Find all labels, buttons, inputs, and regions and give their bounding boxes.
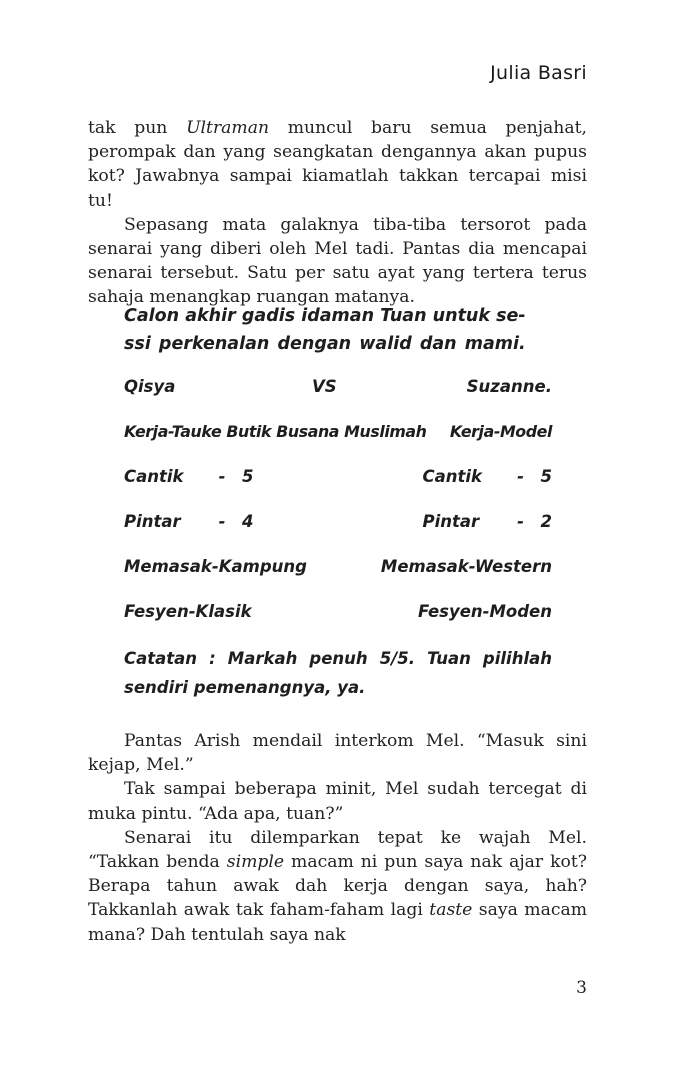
candidate-left-memasak: Memasak-Kampung <box>124 557 307 576</box>
note-row-fesyen <box>124 599 552 625</box>
note-row-cantik <box>124 464 552 490</box>
note-row-pintar <box>124 509 552 535</box>
paragraph-interkom: Pantas Arish mendail interkom Mel. “Masuk sini kejap, Mel.” <box>88 731 587 776</box>
candidate-left-name: Qisya <box>124 377 176 396</box>
body-text-top <box>88 116 587 310</box>
right-pintar-score: Pintar - 2 <box>422 512 552 531</box>
note-row-memasak <box>124 554 552 580</box>
candidate-right-memasak: Memasak-Western <box>380 557 552 576</box>
emphasis-simple: simple <box>226 852 285 873</box>
candidate-right-job: Kerja-Model <box>449 422 552 441</box>
left-pintar-score: Pintar - 4 <box>124 512 254 531</box>
emphasis-ultraman: Ultraman <box>186 118 270 138</box>
candidate-right-name: Suzanne. <box>466 377 552 396</box>
note-row-names <box>124 374 552 400</box>
candidate-right-fesyen: Fesyen-Moden <box>417 602 552 621</box>
body-text-bottom <box>88 729 587 947</box>
candidate-left-fesyen: Fesyen-Klasik <box>124 602 252 621</box>
paragraph-senarai: Sepasang mata galaknya tiba-tiba tersorot pada senarai yang diberi oleh Mel tadi. Pantas dia mencapai senarai tersebut. Satu per satu ayat yang tertera terus sahaja menangkap ruangan matanya. <box>88 214 587 308</box>
left-cantik-score: Cantik - 5 <box>124 467 254 486</box>
emphasis-taste: taste <box>429 900 473 921</box>
versus-label: VS <box>312 377 337 396</box>
candidate-left-job: Kerja-Tauke Butik Busana Muslimah <box>124 422 427 441</box>
note-row-job <box>124 419 552 445</box>
right-cantik-score: Cantik - 5 <box>422 467 552 486</box>
running-header-author: Julia Basri <box>490 62 587 84</box>
paragraph-senarai-dilempar: Senarai itu dilemparkan tepat ke wajah Mel. “Takkan benda simple macam ni pun saya nak ajar kot? Berapa tahun awak dah kerja dengan saya, hah? Takkanlah awak tak faham-faham lagi taste saya macam mana? Dah tentulah saya nak <box>88 827 588 945</box>
note-title: Calon akhir gadis idaman Tuan untuk se- ssi perkenalan dengan walid dan mami. <box>124 306 526 354</box>
note-footer-catatan: Catatan : Markah penuh 5/5. Tuan pilihlah sendiri pemenangnya, ya. <box>124 649 552 697</box>
paragraph-pintu: Tak sampai beberapa minit, Mel sudah tercegat di muka pintu. “Ada apa, tuan?” <box>88 779 587 824</box>
paragraph-continuation: tak pun Ultraman muncul baru semua penjahat, perompak dan yang seangkatan dengannya akan pupus kot? Jawabnya sampai kiamatlah takkan tercapai misi tu! <box>88 118 587 211</box>
page-number: 3 <box>576 978 587 998</box>
